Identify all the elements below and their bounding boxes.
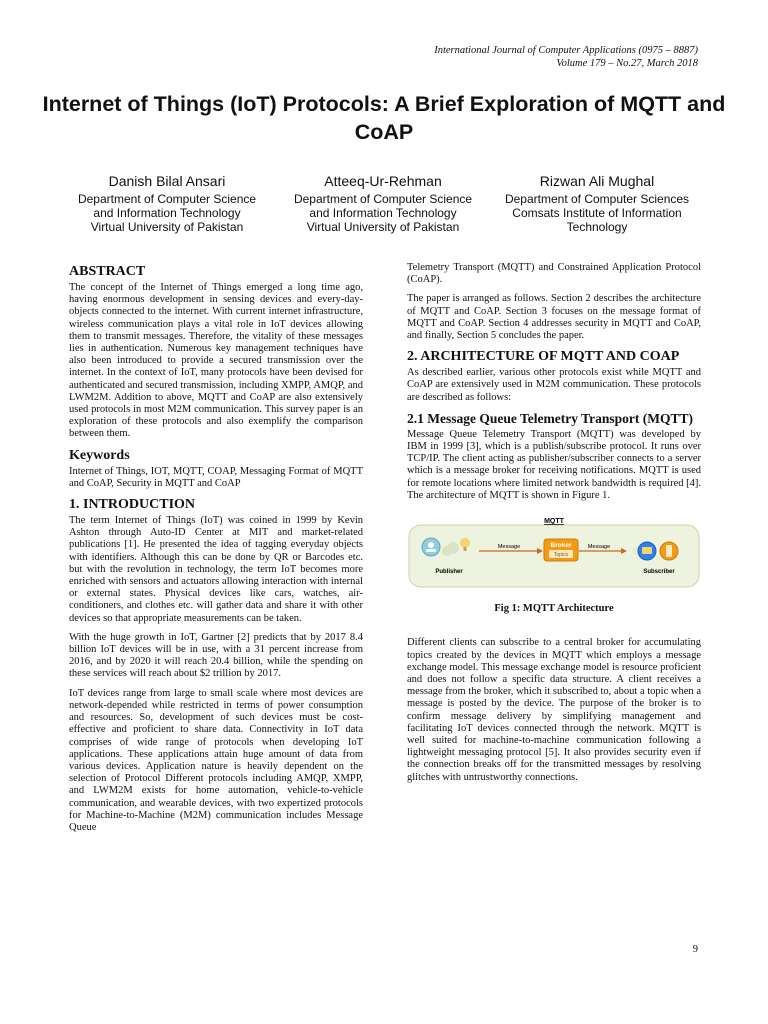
body-paragraph: Telemetry Transport (MQTT) and Constrained Application Protocol (CoAP).: [407, 262, 701, 286]
journal-name: International Journal of Computer Applications (0975 – 8887): [434, 45, 698, 56]
abstract-heading: ABSTRACT: [69, 264, 146, 279]
author-affiliation: Virtual University of Pakistan: [90, 220, 244, 234]
author-block: [492, 172, 702, 234]
journal-header: [434, 44, 698, 70]
message-label-left: Message: [497, 544, 521, 551]
body-paragraph: With the huge growth in IoT, Gartner [2] predicts that by 2017 8.4 billion IoT devices will be in use, with a 31 percent increase from 2016, and by 2020 it will reach 20.4 billion, while the spending on these services will reach about $2 trillion by 2017.: [69, 631, 363, 680]
page-number: 9: [692, 944, 698, 955]
subscriber-label: Subscriber: [643, 569, 675, 576]
author-name: Rizwan Ali Mughal: [539, 173, 655, 189]
body-paragraph: As described earlier, various other protocols exist while MQTT and CoAP are extensively used in M2M communication. These protocols are described as follows:: [407, 367, 701, 403]
author-affiliation: and Information Technology: [309, 206, 457, 220]
architecture-heading: 2. ARCHITECTURE OF MQTT AND COAP: [407, 349, 680, 365]
mqtt-architecture-diagram: [407, 515, 701, 589]
author-affiliation: Comsats Institute of Information: [512, 206, 682, 220]
paper-title: Internet of Things (IoT) Protocols: A Brief Exploration of MQTT and CoAP: [42, 92, 726, 144]
body-paragraph: Message Queue Telemetry Transport (MQTT) was developed by IBM in 1999 [3], which is a publish/subscribe protocol. It runs over TCP/IP. The client acting as publisher/subscriber connects to a server which is a message broker for receiving notifications. MQTT is used for remote locations where limited network bandwidth is required [4]. The architecture of MQTT is shown in Figure 1.: [407, 428, 701, 501]
journal-volume: Volume 179 – No.27, March 2018: [556, 58, 698, 69]
message-label-right: Message: [587, 544, 611, 551]
author-affiliation: Technology: [566, 220, 628, 234]
author-affiliation: Department of Computer Science: [293, 192, 473, 206]
keywords-text: Internet of Things, IOT, MQTT, COAP, Messaging Format of MQTT and CoAP, Security in MQTT and CoAP: [69, 465, 363, 489]
author-affiliation: Virtual University of Pakistan: [306, 220, 460, 234]
mqtt-heading: 2.1 Message Queue Telemetry Transport (MQTT): [407, 410, 693, 426]
author-name: Atteeq-Ur-Rehman: [324, 173, 442, 189]
diagram-title: MQTT: [544, 518, 564, 526]
author-name: Danish Bilal Ansari: [108, 173, 226, 189]
right-column: [407, 262, 701, 791]
introduction-heading: 1. INTRODUCTION: [69, 497, 196, 513]
left-column: [69, 262, 363, 841]
author-block: [62, 172, 272, 234]
body-paragraph: The paper is arranged as follows. Section 2 describes the architecture of MQTT and CoAP. Section 3 focuses on the message format of MQTT and CoAP. Section 4 addresses security in MQTT and CoAP, and finally, Section 5 concludes the paper.: [407, 293, 701, 342]
body-paragraph: IoT devices range from large to small scale where most devices are network-depended while restricted in terms of power consumption and resources. So, development of such devices must be cost-effective and proficient to share data. Connectivity in IoT data comprises of wide range of protocols when developing IoT applications. These applications attain huge amount of data from various devices. Application nature is heavily dependent on the selection of Protocol Different protocols including AMQP, XMPP, and LWM2M exists for home automation, vehicle-to-vehicle communication, and wearable devices, with two expertized protocols for Machine-to-Machine (M2M) communication includes Message Queue: [69, 687, 363, 833]
figure-caption: Fig 1: MQTT Architecture: [494, 603, 614, 615]
topics-label: Topics: [553, 552, 569, 559]
body-paragraph: Different clients can subscribe to a central broker for accumulating topics created by the devices in MQTT which employs a message exchange model. This message exchange model is resource proficient and does not follow a specific data structure. A client receives a message from the broker, which it subscribed to, about a topic when a message is posted by the device. The purpose of the broker is to confirm message delivery by simplifying management and facilitating IoT devices connected through the network. MQTT is well suited for machine-to-machine communication following a lightweight messaging protocol [5]. It also provides security even if the connection breaks off for the transmitted messages by resolving glitches with untrustworthy connections.: [407, 637, 701, 783]
author-block: [278, 172, 488, 234]
author-affiliation: and Information Technology: [93, 206, 241, 220]
author-affiliation: Department of Computer Sciences: [504, 192, 690, 206]
abstract-text: The concept of the Internet of Things emerged a long time ago, having enormous development in sensing devices and every-day-objects connected to the internet. With current internet infrastructure, wireless communication plays a vital role in IoT devices allowing them to transmit messages. Therefore, the vitality of these messages lies in authentication. Numerous key management techniques have also been introduced to provide a secured transmission over the internet. In the context of IoT, many protocols have been devised for authenticated and secured transmission, including XMPP, AMQP, and LWM2M. Addition to above, MQTT and CoAP are also extensively used protocols in most M2M communication. This survey paper is an exploration of these protocols and also exemplify the comparison between them.: [69, 282, 363, 440]
keywords-heading: Keywords: [69, 447, 130, 463]
body-paragraph: The term Internet of Things (IoT) was coined in 1999 by Kevin Ashton through Auto-ID Center at MIT and market-related publications [1]. He presented the idea of tagging everyday objects with identifiers. Although this can be done by QR or Barcodes etc. but with the revolution in technology, the term IoT becomes more enriched with sensors and actuators allowing interaction with internal or external states. Physical devices like cars, watches, air-conditioners, and clothes etc. will gather data and share it with other devices so that appropriate measurements can be taken.: [69, 515, 363, 624]
publisher-label: Publisher: [435, 569, 463, 576]
author-affiliation: Department of Computer Science: [77, 192, 257, 206]
broker-label: Broker: [550, 542, 572, 550]
